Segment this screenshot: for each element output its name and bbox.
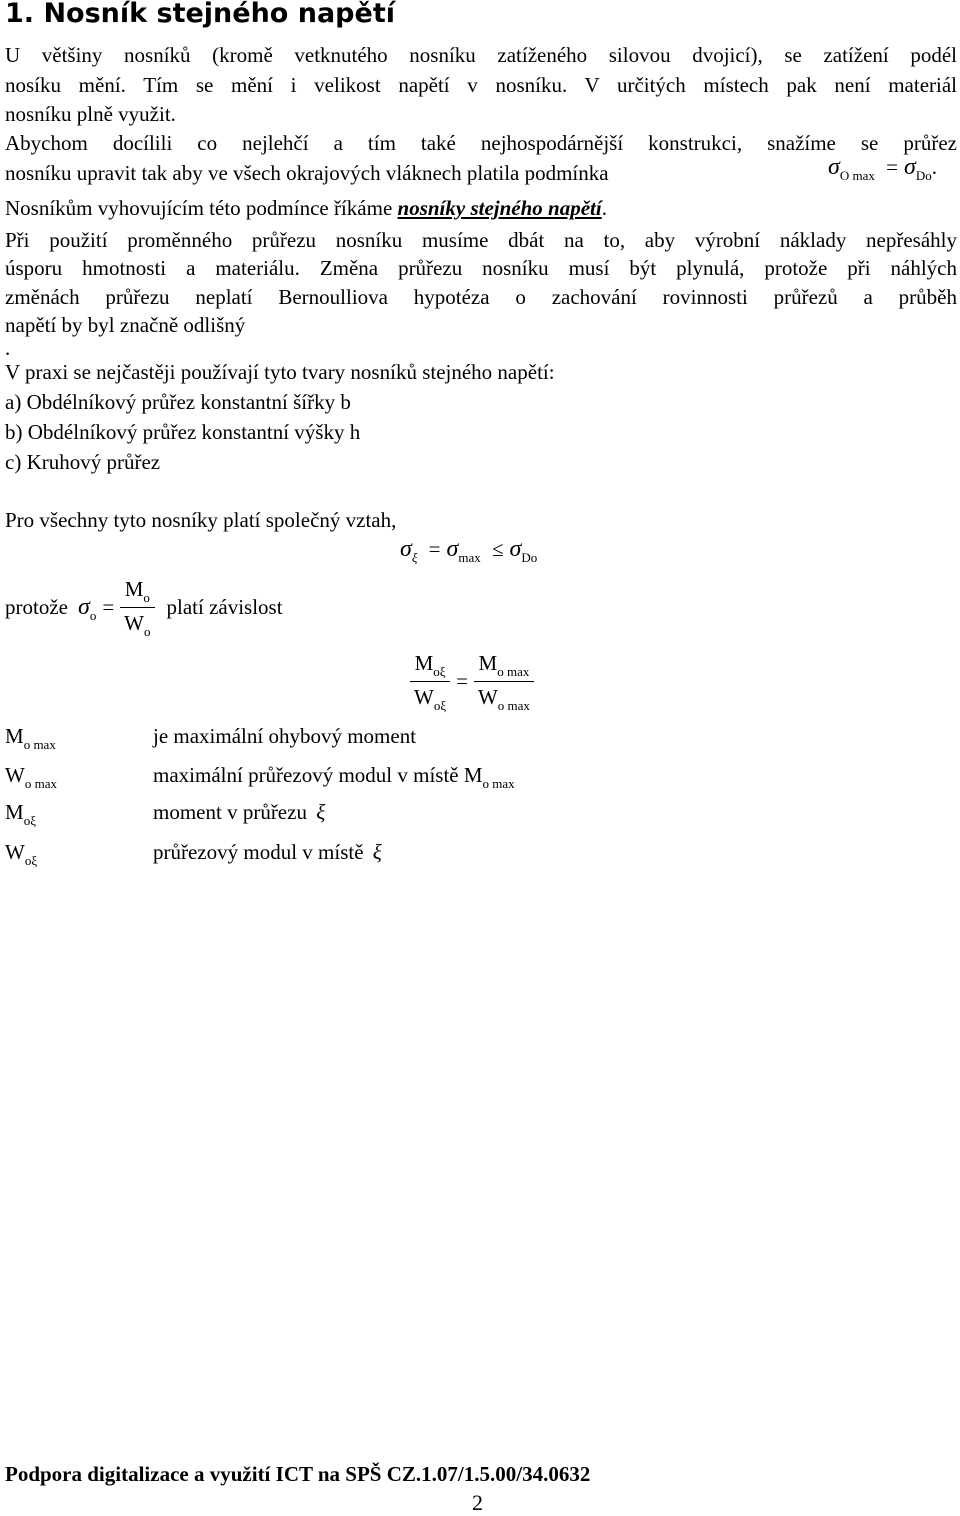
- r-den-sub: o max: [497, 698, 530, 713]
- fraction-right: [474, 648, 534, 715]
- sub-max: max: [458, 550, 481, 565]
- sigma-symbol: σ: [77, 594, 90, 620]
- legend-desc-text: moment v průřezu: [153, 800, 307, 824]
- legend-desc-1: je maximální ohybový moment: [153, 724, 417, 748]
- para2-line-4: napětí by byl značně odlišný: [5, 313, 246, 337]
- legend-desc-2: [153, 763, 515, 791]
- page-number: 2: [472, 1490, 483, 1515]
- sigma-symbol-right: σ: [903, 154, 916, 180]
- right-denominator: [474, 682, 534, 715]
- para2-line-2: úsporu hmotnosti a materiálu. Změna průřezu nosníku musí být plynulá, protože při náhlých: [5, 256, 957, 280]
- r-den: W: [477, 685, 498, 709]
- right-numerator: [474, 648, 534, 682]
- condition-sub-right: Do: [915, 168, 932, 183]
- sigma-max-symbol: σ: [446, 536, 459, 562]
- intro-line-2: nosíku mění. Tím se mění i velikost napětí v nosníku. V určitých místech pak není materiál: [5, 73, 957, 97]
- legend-row-3: [5, 800, 36, 828]
- l-num: M: [414, 651, 434, 675]
- equals-sign: =: [102, 595, 115, 619]
- legend-symbol: M: [5, 724, 24, 748]
- legend-symbol-sub: oξ: [23, 813, 36, 828]
- fraction-mo-wo: [120, 574, 154, 641]
- legend-row-2: [5, 763, 57, 791]
- relation-formula: [400, 536, 537, 563]
- condition-period: .: [931, 155, 937, 179]
- condition-formula: [828, 154, 937, 181]
- den-sub: o: [144, 624, 151, 639]
- relation-intro: Pro všechny tyto nosníky platí společný vztah,: [5, 508, 397, 532]
- legend-row-1: [5, 724, 56, 752]
- because-tail: platí závislost: [166, 595, 283, 619]
- l-num-sub: oξ: [433, 664, 446, 679]
- legend-extra: M: [463, 763, 483, 787]
- sub-o: o: [89, 608, 97, 623]
- legend-symbol-sub: o max: [24, 776, 57, 791]
- fraction-left: [410, 648, 450, 715]
- num-m: M: [124, 577, 144, 601]
- r-num: M: [478, 651, 498, 675]
- intro-line-1: U většiny nosníků (kromě vetknutého nosníku zatíženého silovou dvojicí), se zatížení podél: [5, 43, 957, 67]
- fraction-denominator: [120, 608, 154, 641]
- sub-do: Do: [521, 550, 538, 565]
- r-num-sub: o max: [497, 664, 530, 679]
- legend-desc-text: maximální průřezový modul v místě: [153, 763, 459, 787]
- intro-line-6-end: .: [601, 196, 607, 220]
- intro-line-4: Abychom docílili co nejlehčí a tím také nejhospodárnější konstrukci, snažíme se průřez: [5, 131, 957, 155]
- equals-sign: =: [886, 155, 898, 179]
- shape-item-c: c) Kruhový průřez: [5, 450, 161, 474]
- legend-symbol-sub: o max: [23, 737, 56, 752]
- fraction-numerator: [120, 574, 154, 608]
- sigma-do-symbol: σ: [509, 536, 522, 562]
- left-numerator: [410, 648, 450, 682]
- l-den-sub: oξ: [433, 698, 447, 713]
- condition-sub-left: O max: [839, 168, 875, 183]
- sigma-symbol: σ: [828, 154, 840, 180]
- intro-line-3: nosníku plně využit.: [5, 102, 176, 126]
- legend-desc-3: [153, 800, 325, 825]
- page-footer: Podpora digitalizace a využití ICT na SPŠ CZ.1.07/1.5.00/34.0632: [5, 1462, 591, 1486]
- l-den: W: [414, 685, 434, 709]
- intro-line-6: [5, 193, 607, 223]
- legend-symbol: W: [5, 840, 25, 864]
- because-formula: [5, 574, 283, 641]
- sub-xi: ξ: [411, 550, 418, 565]
- legend-extra: ξ: [316, 800, 326, 824]
- legend-extra: ξ: [372, 840, 382, 864]
- shape-item-a: a) Obdélníkový průřez konstantní šířky b: [5, 390, 351, 414]
- legend-extra-sub: o max: [482, 776, 515, 791]
- left-denominator: [410, 682, 450, 715]
- sigma-o: [78, 594, 96, 621]
- intro-line-6-text: Nosníkům vyhovujícím této podmínce říkáme: [5, 196, 393, 220]
- key-term: nosníky stejného napětí: [397, 196, 602, 220]
- shapes-intro: V praxi se nejčastěji používají tyto tvary nosníků stejného napětí:: [5, 360, 555, 384]
- equals-sign: =: [456, 669, 468, 693]
- para2-line-1: Při použití proměnného průřezu nosníku musíme dbát na to, aby výrobní náklady nepřesáhly: [5, 228, 957, 252]
- den-w: W: [124, 611, 144, 635]
- legend-symbol-sub: oξ: [24, 853, 38, 868]
- legend-desc-text: průřezový modul v místě: [153, 840, 364, 864]
- leq-sign: ≤: [492, 537, 504, 561]
- intro-line-5: nosníku upravit tak aby ve všech okrajových vláknech platila podmínka: [5, 161, 609, 185]
- page-title: 1. Nosník stejného napětí: [5, 0, 395, 29]
- legend-row-4: [5, 840, 38, 868]
- legend-desc-4: [153, 840, 382, 865]
- ratio-formula: [410, 648, 534, 715]
- num-sub: o: [143, 590, 150, 605]
- legend-symbol: M: [5, 800, 24, 824]
- para2-line-3: změnách průřezu neplatí Bernoulliova hypotéza o zachování rovinnosti průřezů a průběh: [5, 285, 957, 309]
- shape-item-b: b) Obdélníkový průřez konstantní výšky h: [5, 420, 361, 444]
- equals-sign: =: [428, 537, 441, 561]
- para2-line-5: .: [5, 336, 11, 360]
- sigma-xi-symbol: σ: [400, 536, 412, 562]
- legend-symbol: W: [5, 763, 25, 787]
- because-word: protože: [5, 595, 68, 619]
